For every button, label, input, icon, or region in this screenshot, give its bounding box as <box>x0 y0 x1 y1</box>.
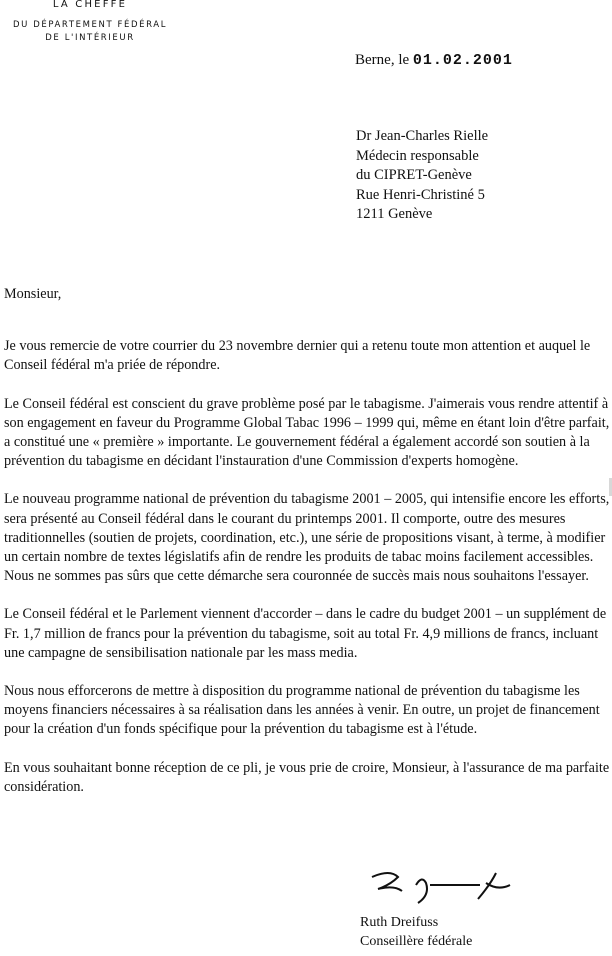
recipient-line: du CIPRET-Genève <box>356 167 472 183</box>
paragraph: Le nouveau programme national de prévention du tabagisme 2001 – 2005, qui intensifie encore les efforts, sera présenté au Conseil fédéral dans le courant du printemps 2001. Il comporte, outre des mesures traditionnelles (soutien de projets, coordination, etc.), une série de propositions visant, à terme, à modifier un certain nombre de textes législatifs afin de rendre les produits de tabac moins facilement accessibles. Nous ne sommes pas sûrs que cette démarche sera couronnée de succès mais nous souhaitons l'essayer. <box>4 491 610 585</box>
paragraph: En vous souhaitant bonne réception de ce pli, je vous prie de croire, Monsieur, à l'assurance de ma parfaite considération. <box>4 759 610 795</box>
place: Berne, le <box>355 52 410 68</box>
date: 01.02.2001 <box>412 52 513 69</box>
salutation: Monsieur, <box>4 286 62 302</box>
paragraph: Nous nous efforcerons de mettre à disposition du programme national de prévention du tabagisme les moyens financiers nécessaires à sa réalisation dans les années à venir. En outre, un projet de financement pour la création d'un fonds spécifique pour la prévention du tabagisme est à l'étude. <box>4 683 600 738</box>
letterhead-line-2: DE L'INTÉRIEUR <box>45 33 135 43</box>
letter-body <box>4 285 610 816</box>
signer <box>360 913 472 951</box>
handwritten-signature <box>360 855 540 915</box>
signer-role: Conseillère fédérale <box>360 934 473 949</box>
recipient-line: Médecin responsable <box>356 147 479 164</box>
recipient-line: Rue Henri-Christiné 5 <box>356 186 485 203</box>
recipient-address <box>356 127 488 225</box>
letterhead <box>0 0 180 45</box>
signer-name: Ruth Dreifuss <box>360 915 439 930</box>
letterhead-title: LA CHEFFE <box>52 0 128 10</box>
paragraph: Le Conseil fédéral est conscient du grave problème posé par le tabagisme. J'aimerais vous rendre attentif à son engagement en faveur du Programme Global Tabac 1996 – 1999 qui, même en étant loin d'être parfait, a constitué une « première » importante. Le gouvernement fédéral a également accordé son soutien à la prévention du tabagisme en décidant l'instauration d'une Commission d'experts homogène. <box>4 395 610 470</box>
recipient-line: 1211 Genève <box>356 206 433 222</box>
paragraph: Le Conseil fédéral et le Parlement viennent d'accorder – dans le cadre du budget 2001 – un supplément de Fr. 1,7 million de francs pour la prévention du tabagisme, soit au total Fr. 4,9 millions de francs, incluant une campagne de sensibilisation nationale par les mass media. <box>4 606 607 661</box>
recipient-line: Dr Jean-Charles Rielle <box>356 128 489 144</box>
paragraph: Je vous remercie de votre courrier du 23 novembre dernier qui a retenu toute mon attention et auquel le Conseil fédéral m'a priée de répondre. <box>4 338 591 374</box>
letterhead-line-1: DU DÉPARTEMENT FÉDÉRAL <box>12 20 168 30</box>
place-date <box>355 52 513 69</box>
